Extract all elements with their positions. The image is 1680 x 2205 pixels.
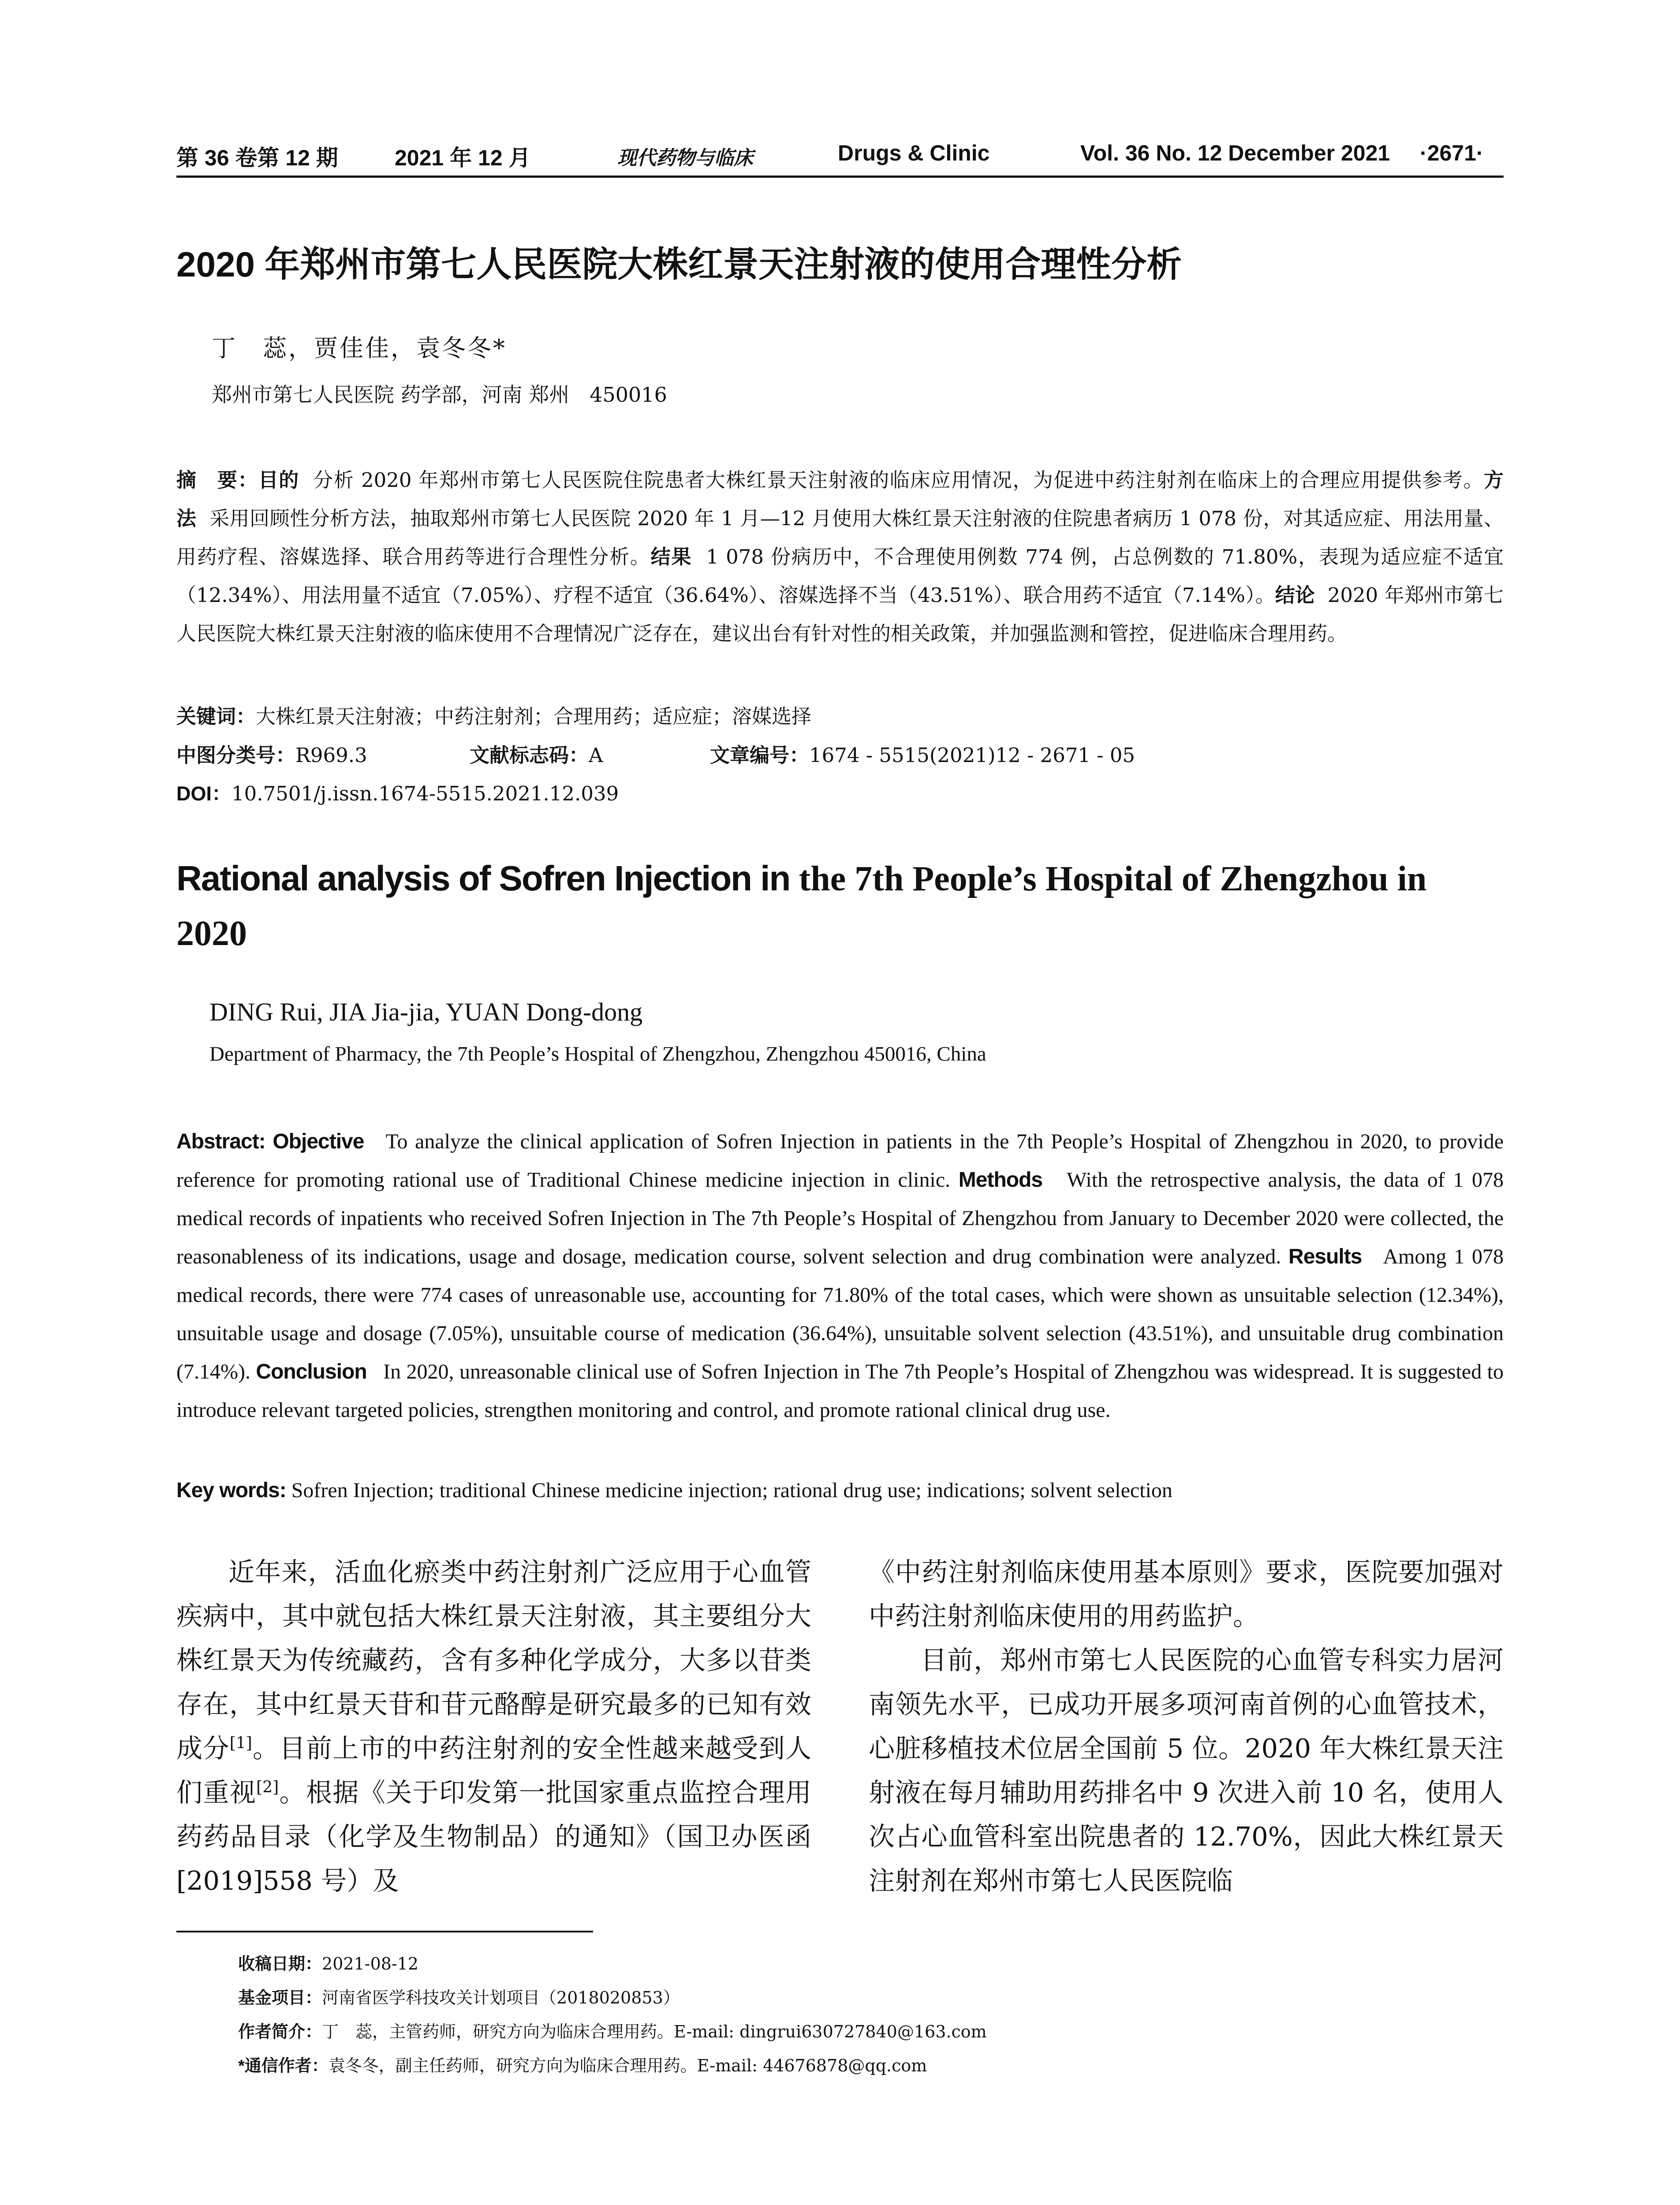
header-journal-en: Drugs & Clinic xyxy=(838,141,990,165)
doi-label: DOI： xyxy=(176,782,232,805)
abstract-cn xyxy=(176,461,1504,653)
keywords-en-text: Sofren Injection; traditional Chinese medicine injection; rational drug use; indications; solvent selection xyxy=(291,1479,1172,1502)
fund-label: 基金项目： xyxy=(238,1989,322,2007)
affiliation-cn: 郑州市第七人民医院 药学部，河南 郑州 450016 xyxy=(212,383,667,407)
objective-cn-label: 目的 xyxy=(258,469,299,491)
received-label: 收稿日期： xyxy=(238,1955,322,1973)
conclusion-en-label: Conclusion xyxy=(256,1360,367,1383)
results-cn-label: 结果 xyxy=(650,546,692,568)
keywords-en xyxy=(176,1473,1504,1508)
body-paragraph: 《中药注射剂临床使用基本原则》要求，医院要加强对中药注射剂临床使用的用药监护。 xyxy=(869,1557,1504,1631)
running-header xyxy=(176,140,1504,172)
results-en: Among 1 078 medical records, there were 774 cases of unreasonable use, accounting for 71.80% of the total cases, which were shown as unsuitable selection (12.34%), unsuitable usage and dosage (7.05%), unsuitable course of medication (36.64%), unsuitable solvent selection (43.51%), and unsuitable drug combination (7.14%). xyxy=(176,1245,1504,1383)
methods-en-label: Methods xyxy=(958,1168,1043,1192)
received-date: 2021-08-12 xyxy=(322,1954,419,1973)
body-column-right xyxy=(869,1550,1504,1903)
objective-en: To analyze the clinical application of Sofren Injection in patients in the 7th People’s Hospital of Zhengzhou in 2020, to provide reference for promoting rational use of Traditional Chinese medicine injection in clinic. xyxy=(176,1130,1504,1192)
header-journal-cn: 现代药物与临床 xyxy=(617,147,753,169)
keywords-en-label: Key words: xyxy=(176,1479,286,1502)
header-volume-issue-en: Vol. 36 No. 12 December 2021 xyxy=(1080,141,1390,165)
authors-en: DING Rui, JIA Jia-jia, YUAN Dong-dong xyxy=(209,998,643,1026)
footnote-rule xyxy=(176,1931,593,1932)
corresponding-label: *通信作者： xyxy=(238,2057,329,2075)
affiliation-en: Department of Pharmacy, the 7th People’s Hospital of Zhengzhou, Zhengzhou 450016, China xyxy=(209,1043,986,1065)
article-no-label: 文章编号： xyxy=(710,744,810,766)
clc-value: R969.3 xyxy=(295,744,367,767)
body-paragraph: 目前，郑州市第七人民医院的心血管专科实力居河南领先水平，已成功开展多项河南首例的心血管技术，心脏移植技术位居全国前 5 位。2020 年大株红景天注射液在每月辅助用药排名中 9 次进入前 10 名，使用人次占心血管科室出院患者的 12.70%，因此大株红景天注射剂在郑州市第七人民医院临 xyxy=(869,1645,1504,1896)
footnote-fund xyxy=(238,1981,1504,2015)
footnotes xyxy=(238,1947,1504,2083)
body-column-left xyxy=(176,1550,811,1903)
body-left-text-a: 近年来，活血化瘀类中药注射剂广泛应用于心血管疾病中，其中就包括大株红景天注射液，其主要组分大株红景天为传统藏药，含有多种化学成分，大多以苷类存在，其中红景天苷和苷元酪醇是研究最多的已知有效成分 xyxy=(176,1557,811,1764)
doi-value: 10.7501/j.issn.1674-5515.2021.12.039 xyxy=(231,782,619,805)
title-en xyxy=(176,851,1504,961)
abstract-en-label: Abstract: xyxy=(176,1130,265,1153)
header-page-number: ·2671· xyxy=(1420,141,1484,165)
conclusion-cn: 2020 年郑州市第七人民医院大株红景天注射液的临床使用不合理情况广泛存在，建议出台有针对性的相关政策，并加强监测和管控，促进临床合理用药。 xyxy=(176,583,1504,645)
methods-cn: 采用回顾性分析方法，抽取郑州市第七人民医院 2020 年 1 月—12 月使用大株红景天注射液的住院患者病历 1 078 份，对其适应症、用法用量、用药疗程、溶媒选择、联合用药等进行合理性分析。 xyxy=(176,507,1504,568)
corresponding-text: 袁冬冬，副主任药师，研究方向为临床合理用药。E-mail: 44676878@qq.com xyxy=(328,2056,927,2075)
title-en-part2: the 7th People’s Hospital of Zhengzhou in 2020 xyxy=(176,860,1427,953)
author-bio-label: 作者简介： xyxy=(238,2023,322,2041)
header-rule xyxy=(176,176,1504,178)
keywords-cn-text: 大株红景天注射液；中药注射剂；合理用药；适应症；溶媒选择 xyxy=(256,705,812,728)
methods-cn-label: 方法 xyxy=(176,469,1504,530)
citation-ref: [1] xyxy=(229,1734,252,1753)
results-cn: 1 078 份病历中，不合理使用例数 774 例，占总例数的 71.80%，表现为适应症不适宜（12.34%）、用法用量不适宜（7.05%）、疗程不适宜（36.64%）、溶媒选择不当（43.51%）、联合用药不适宜（7.14%）。 xyxy=(176,545,1504,607)
doc-code-value: A xyxy=(589,744,603,767)
footnote-author xyxy=(238,2015,1504,2049)
body-left-text-c: 。根据《关于印发第一批国家重点监控合理用药药品目录（化学及生物制品）的通知》（国卫办医函[2019]558 号）及 xyxy=(176,1777,811,1896)
doi-line xyxy=(176,778,1504,809)
authors-cn: 丁 蕊，贾佳佳，袁冬冬* xyxy=(212,334,507,362)
footnote-corresponding xyxy=(238,2049,1504,2083)
author-bio-text: 丁 蕊，主管药师，研究方向为临床合理用药。E-mail: dingrui630727840@163.com xyxy=(322,2022,987,2041)
objective-en-label: Objective xyxy=(273,1130,364,1153)
keywords-cn xyxy=(176,701,1504,732)
title-cn: 2020 年郑州市第七人民医院大株红景天注射液的使用合理性分析 xyxy=(176,245,1182,284)
header-date-cn: 2021 年 12 月 xyxy=(395,146,531,170)
keywords-cn-label: 关键词： xyxy=(176,705,256,728)
body-left-text-b: 。目前上市的中药注射剂的安全性越来越受到人们重视 xyxy=(176,1733,811,1808)
citation-ref: [2] xyxy=(256,1778,279,1797)
fund-text: 河南省医学科技攻关计划项目（2018020853） xyxy=(322,1988,680,2007)
abstract-en xyxy=(176,1122,1504,1429)
article-no-value: 1674 - 5515(2021)12 - 2671 - 05 xyxy=(809,744,1135,767)
conclusion-en: In 2020, unreasonable clinical use of Sofren Injection in The 7th People’s Hospital of Zhengzhou was widespread. It is suggested to introduce relevant targeted policies, strengthen monitoring and control, and promote rational clinical drug use. xyxy=(176,1360,1504,1422)
header-volume-issue-cn: 第 36 卷第 12 期 xyxy=(176,146,338,170)
title-en-part1: Rational analysis of Sofren Injection in xyxy=(176,859,799,898)
objective-cn: 分析 2020 年郑州市第七人民医院住院患者大株红景天注射液的临床应用情况，为促进中药注射剂在临床上的合理应用提供参考。 xyxy=(313,468,1484,492)
methods-en: With the retrospective analysis, the data of 1 078 medical records of inpatients who received Sofren Injection in The 7th People’s Hospital of Zhengzhou from January to December 2020 were collected, the reasonableness of its indications, usage and dosage, medication course, solvent selection and drug combination were analyzed. xyxy=(176,1168,1504,1268)
clc-label: 中图分类号： xyxy=(176,744,296,766)
body-paragraph xyxy=(176,1550,811,1903)
conclusion-cn-label: 结论 xyxy=(1275,584,1315,606)
doc-code-label: 文献标志码： xyxy=(470,744,589,766)
footnote-received xyxy=(238,1947,1504,1981)
results-en-label: Results xyxy=(1288,1245,1362,1268)
abstract-cn-label: 摘 要： xyxy=(176,469,258,491)
